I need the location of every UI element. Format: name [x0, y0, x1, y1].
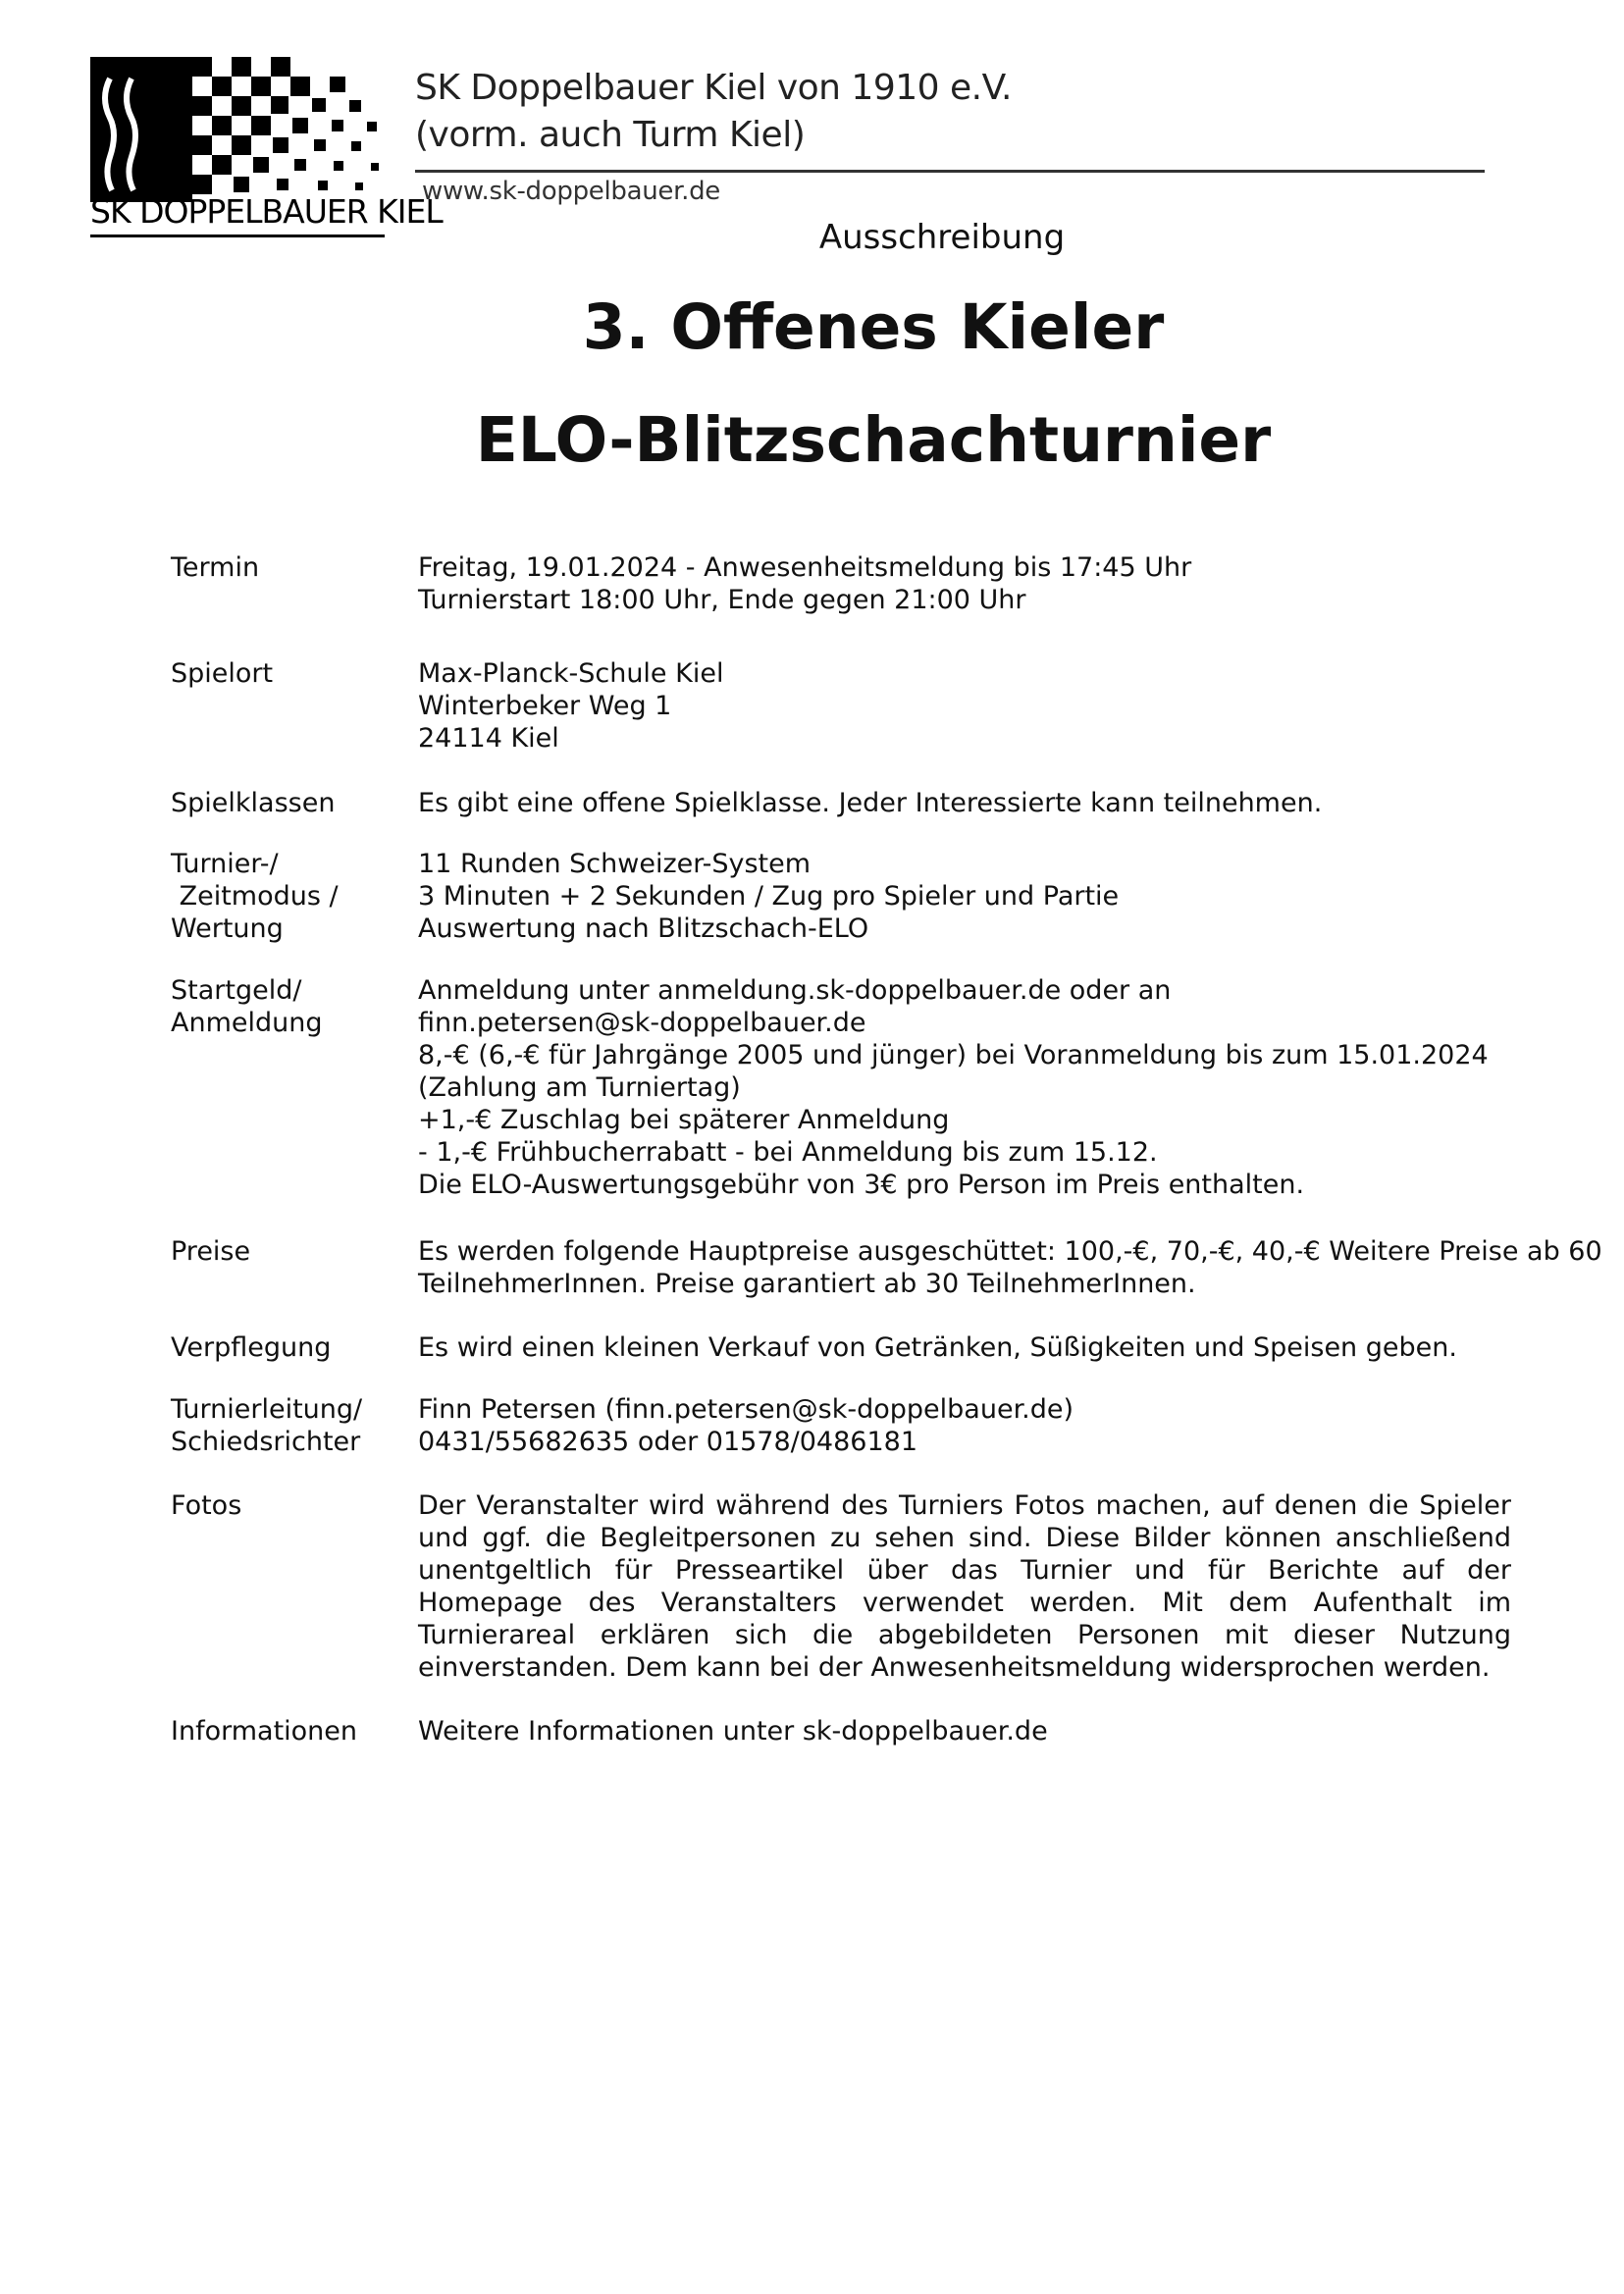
title-line-1: 3. Offenes Kieler [582, 291, 1165, 363]
section-label: Anmeldung [171, 1008, 323, 1038]
header-rule [415, 170, 1485, 173]
turnierleitung-line: 0431/55682635 oder 01578/0486181 [418, 1427, 918, 1457]
turnierleitung-line: Finn Petersen (finn.petersen@sk-doppelbauer.de) [418, 1394, 1074, 1425]
startgeld-line: Anmeldung unter anmeldung.sk-doppelbauer.de oder an [418, 975, 1172, 1006]
spielort-line: Max-Planck-Schule Kiel [418, 658, 724, 689]
chessboard-logo-icon [90, 57, 391, 202]
section-label: Wertung [171, 913, 284, 944]
termin-line: Turnierstart 18:00 Uhr, Ende gegen 21:00 Uhr [418, 585, 1026, 615]
startgeld-line: Die ELO-Auswertungsgebühr von 3€ pro Person im Preis enthalten. [418, 1170, 1305, 1200]
startgeld-line: +1,-€ Zuschlag bei späterer Anmeldung [418, 1105, 950, 1135]
section-label: Termin [171, 552, 260, 583]
website-link[interactable]: www.sk-doppelbauer.de [422, 177, 720, 206]
club-name: SK Doppelbauer Kiel von 1910 e.V. [415, 68, 1012, 108]
termin-line: Freitag, 19.01.2024 - Anwesenheitsmeldung bis 17:45 Uhr [418, 552, 1192, 583]
document-type: Ausschreibung [818, 218, 1066, 257]
verpflegung-line: Es wird einen kleinen Verkauf von Getränken, Süßigkeiten und Speisen geben. [418, 1332, 1457, 1363]
informationen-line: Weitere Informationen unter sk-doppelbauer.de [418, 1716, 1048, 1747]
modus-line: 3 Minuten + 2 Sekunden / Zug pro Spieler und Partie [418, 881, 1120, 912]
section-label: Spielort [171, 658, 274, 689]
startgeld-line: 8,-€ (6,-€ für Jahrgänge 2005 und jünger) bei Voranmeldung bis zum 15.01.2024 [418, 1040, 1489, 1070]
section-label: Turnier-/ [171, 849, 279, 879]
modus-line: Auswertung nach Blitzschach-ELO [418, 913, 869, 944]
section-label: Startgeld/ [171, 975, 302, 1006]
section-label: Verpflegung [171, 1332, 332, 1363]
preise-line: TeilnehmerInnen. Preise garantiert ab 30 TeilnehmerInnen. [418, 1269, 1196, 1299]
section-label: Fotos [171, 1490, 242, 1521]
startgeld-line: - 1,-€ Frühbucherrabatt - bei Anmeldung bis zum 15.12. [418, 1137, 1158, 1168]
section-label: Preise [171, 1236, 251, 1267]
section-label: Schiedsrichter [171, 1427, 361, 1457]
spielklassen-line: Es gibt eine offene Spielklasse. Jeder Interessierte kann teilnehmen. [418, 788, 1323, 818]
section-label: Spielklassen [171, 788, 336, 818]
club-logo [90, 57, 443, 235]
title-line-2: ELO-Blitzschachturnier [475, 404, 1272, 476]
preise-line: Es werden folgende Hauptpreise ausgeschüttet: 100,-€, 70,-€, 40,-€ Weitere Preise ab 60 [418, 1236, 1602, 1267]
logo-text: SK DOPPELBAUER KIEL [90, 192, 443, 231]
spielort-line: Winterbeker Weg 1 [418, 691, 672, 721]
modus-line: 11 Runden Schweizer-System [418, 849, 812, 879]
section-label: Zeitmodus / [171, 881, 339, 912]
startgeld-line: (Zahlung am Turniertag) [418, 1072, 741, 1103]
spielort-line: 24114 Kiel [418, 723, 559, 754]
fotos-text: Der Veranstalter wird während des Turniers Fotos machen, auf denen die Spieler und ggf. die Begleitpersonen zu sehen sind. Diese Bilder können anschließend unentgeltlich für Presseartikel über das Turnier und für Berichte auf der Homepage des Veranstalters verwendet werden. Mit dem Aufenthalt im Turnierareal erklären sich die abgebildeten Personen mit dieser Nutzung einverstanden. Dem kann bei der Anwesenheitsmeldung widersprochen werden. [418, 1490, 1511, 1683]
club-former-name: (vorm. auch Turm Kiel) [415, 115, 806, 155]
section-label: Turnierleitung/ [171, 1394, 363, 1425]
section-label: Informationen [171, 1716, 358, 1747]
email-link[interactable]: finn.petersen@sk-doppelbauer.de [418, 1008, 866, 1038]
